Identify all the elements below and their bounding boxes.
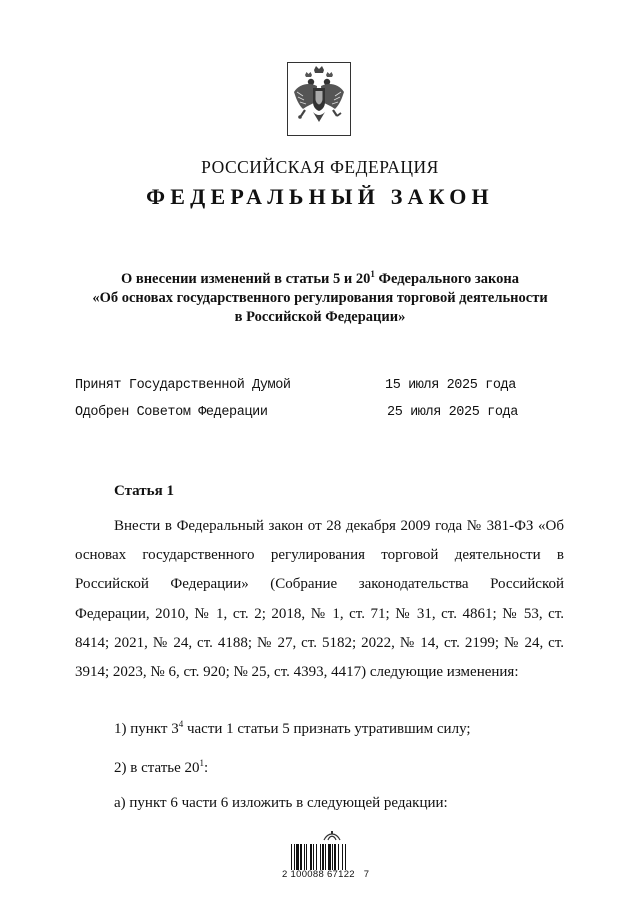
article-item-2: 2) в статье $20^1$: (114, 758, 209, 776)
approved-by-council-label: Одобрен Советом Федерации (75, 405, 268, 420)
document-type: ФЕДЕРАЛЬНЫЙ ЗАКОН (146, 184, 494, 209)
article-paragraph: Внести в Федеральный закон от 28 декабря 2009 года № 381-ФЗ «Об основах государственного регулирования торговой деятельности в Российской Федерации» (Собрание законодательства Российской Федерации, 2010, № 1, ст. 2; 2018, № 1, ст. 71; № 31, ст. 4861; № 53, ст. 8414; 2021, № 24, ст. 4188; № 27, ст. 5182; 2022, № 14, ст. 2199; № 24, ст. 3914; 2023, № 6, ст. 920; № 25, ст. 4393, 4417) следующие изменения: (75, 518, 564, 681)
article-heading: Статья 1 (114, 483, 174, 499)
barcode-logo-icon (323, 830, 341, 842)
law-title-line-2: «Об основах государственного регулирования торговой деятельности (92, 290, 548, 306)
law-title-line-3: в Российской Федерации» (234, 309, 406, 325)
approved-by-council-date: 25 июля 2025 года (387, 405, 518, 420)
law-title (60, 270, 580, 327)
article-item-1: 1) пункт $3^4$ части 1 статьи 5 признать утратившим силу; (114, 719, 471, 737)
barcode (291, 844, 373, 870)
law-title-line-1: О внесении изменений в статьи 5 и $20^1$ Федерального закона (120, 269, 520, 287)
coat-of-arms-emblem (287, 62, 351, 136)
adopted-by-duma-label: Принят Государственной Думой (75, 378, 291, 393)
article-item-3: а) пункт 6 части 6 изложить в следующей редакции: (114, 795, 448, 811)
barcode-number: 2 100088 67122 7 (282, 869, 370, 880)
country-name: РОССИЙСКАЯ ФЕДЕРАЦИЯ (201, 157, 439, 177)
adopted-by-duma-date: 15 июля 2025 года (385, 378, 516, 393)
